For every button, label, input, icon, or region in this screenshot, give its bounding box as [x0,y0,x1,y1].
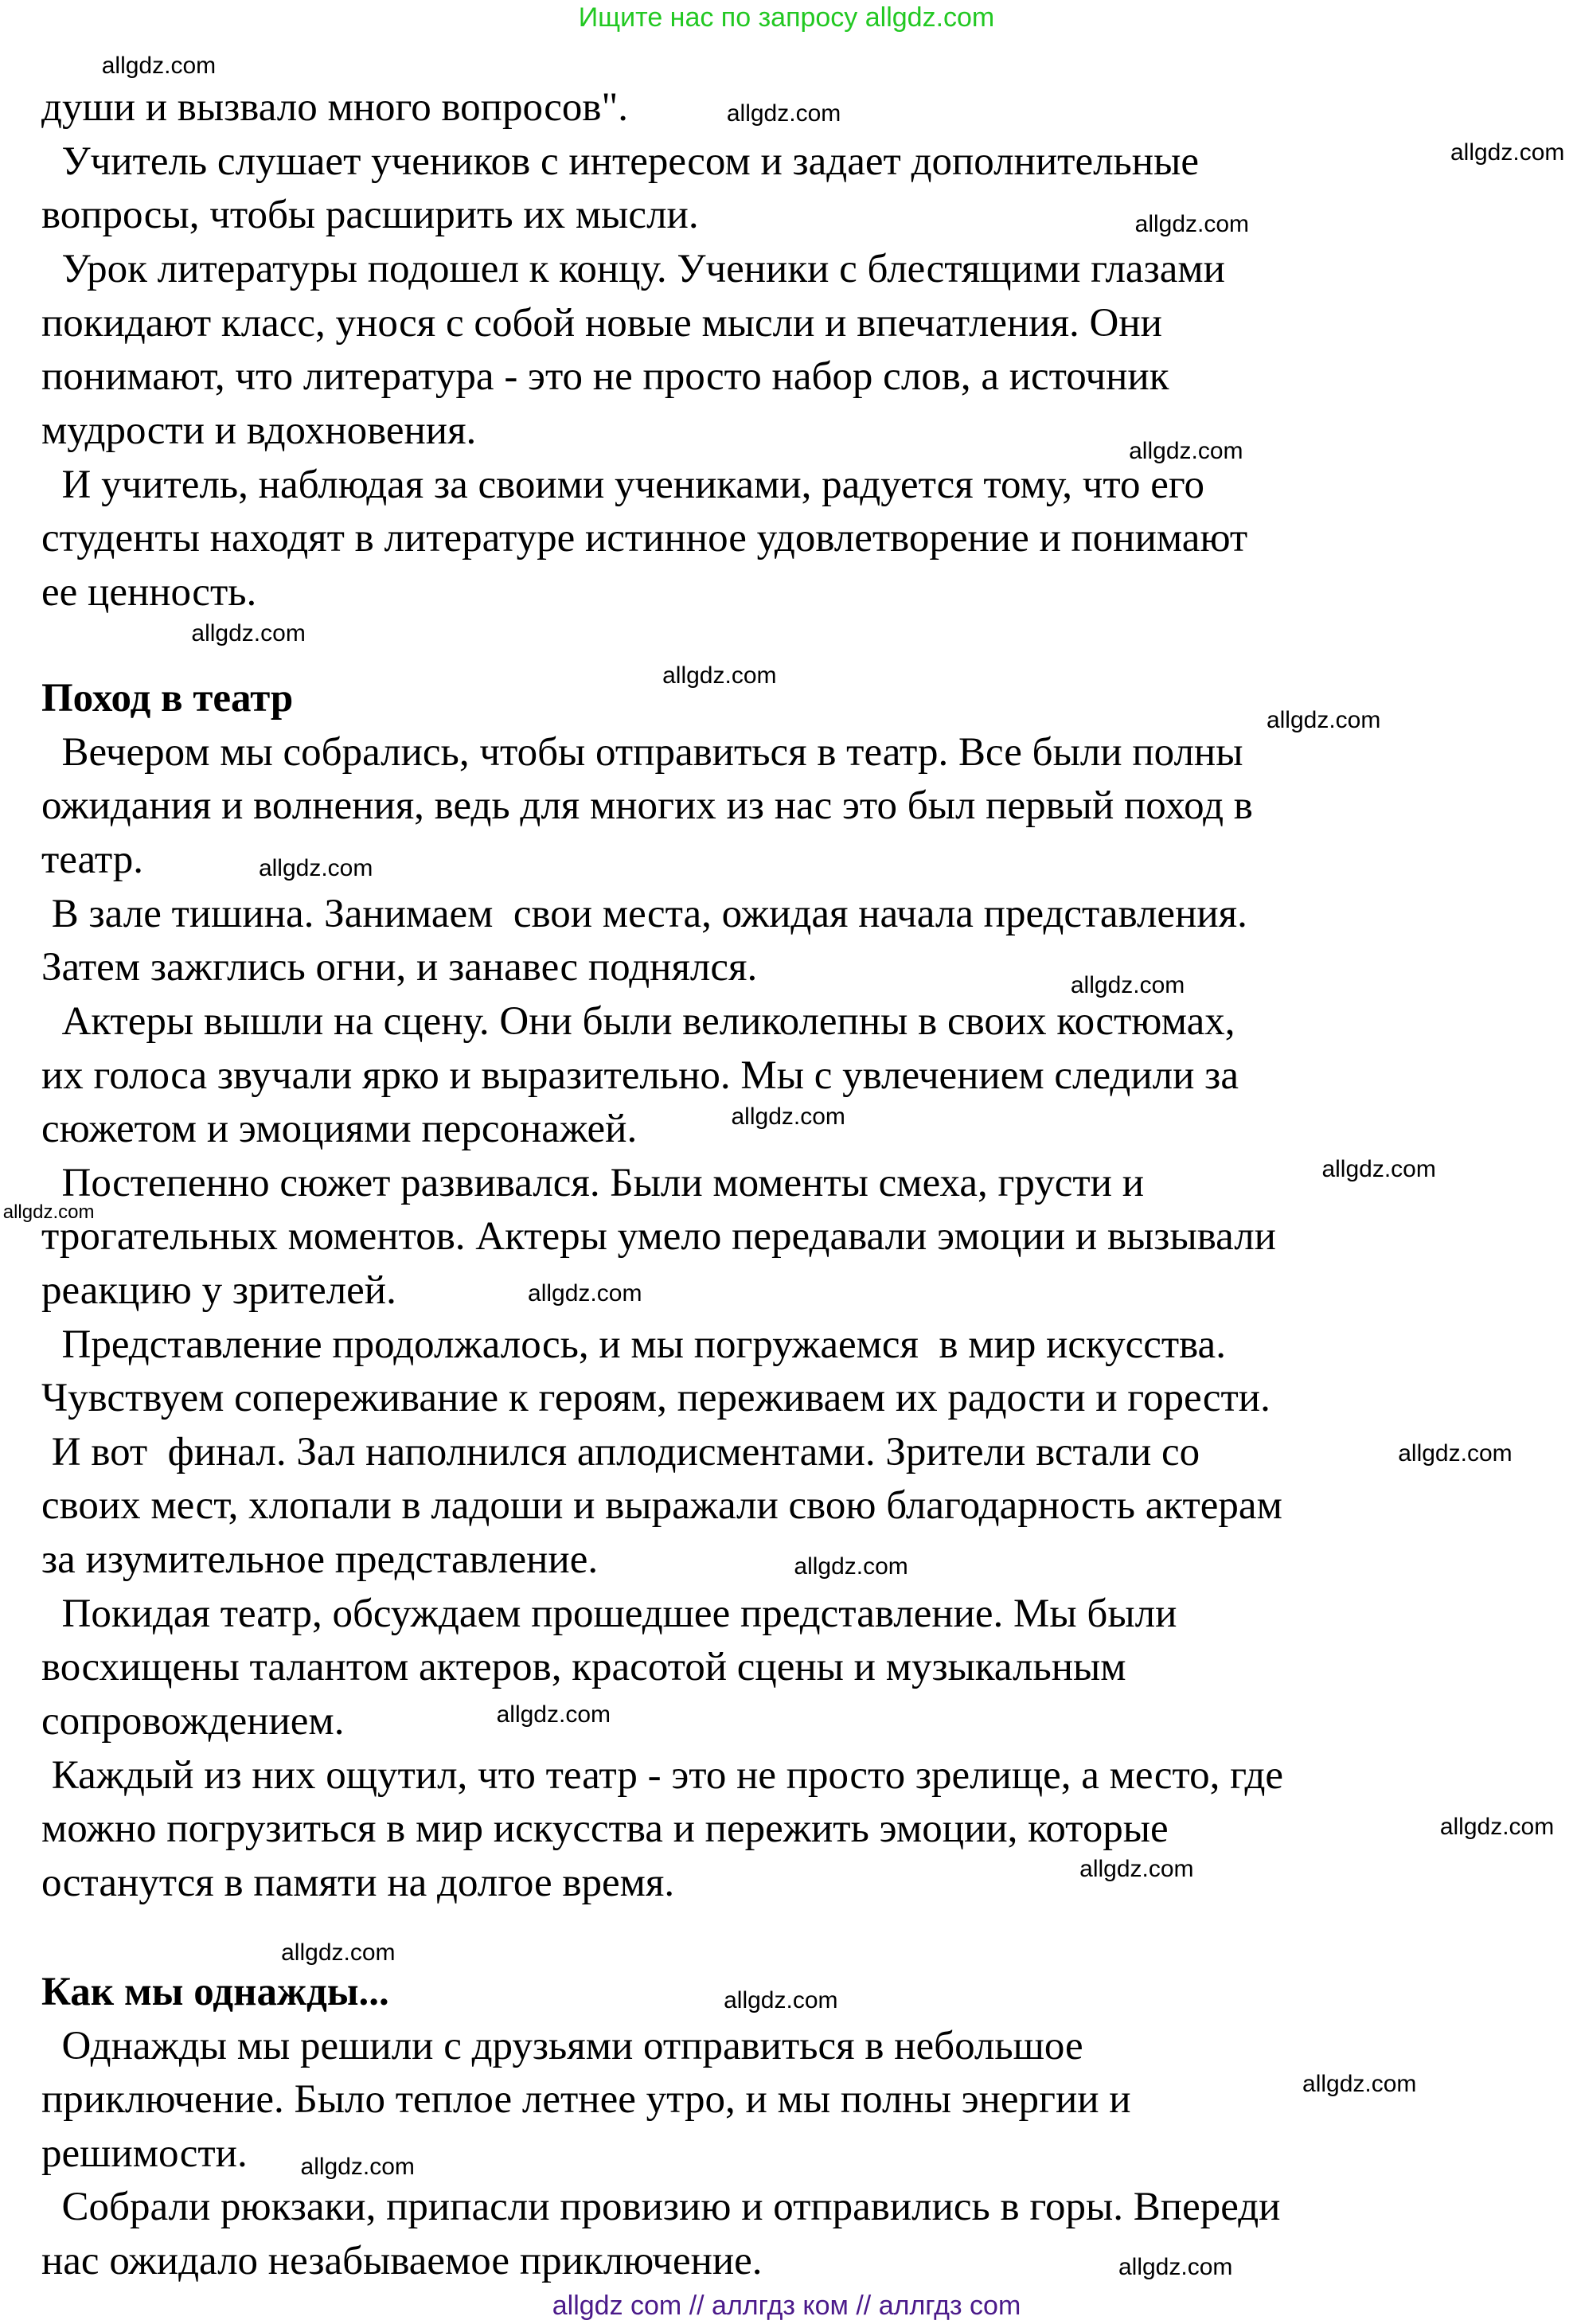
text-line: восхищены талантом актеров, красотой сцены и музыкальным [41,1645,1126,1690]
watermark-text: allgdz.com [1266,707,1381,734]
text-line: Урок литературы подошел к концу. Ученики с блестящими глазами [41,247,1225,292]
text-line: Представление продолжалось, и мы погружаемся в мир искусства. [41,1322,1226,1367]
text-line: останутся в памяти на долгое время. [41,1860,675,1905]
watermark-text: allgdz.com [101,52,217,79]
text-line: своих мест, хлопали в ладоши и выражали свою благодарность актерам [41,1483,1282,1529]
text-line: Каждый из них ощутил, что театр - это не просто зрелище, а место, где [41,1752,1284,1798]
text-line: нас ожидало незабываемое приключение. [41,2239,763,2284]
watermark-text: allgdz.com [1439,1814,1555,1841]
watermark-text: allgdz.com [1398,1439,1512,1467]
top-banner: Ищите нас по запросу allgdz.com [578,2,995,33]
text-line: Собрали рюкзаки, припасли провизию и отправились в горы. Впереди [41,2185,1281,2230]
text-line: Вечером мы собрались, чтобы отправиться в театр. Все были полны [41,729,1243,775]
text-line: Чувствуем сопереживание к героям, переживаем их радости и горести. [41,1376,1270,1421]
text-line: И вот финал. Зал наполнился аплодисментами. Зрители встали со [41,1429,1200,1474]
text-line: души и вызвало много вопросов". [41,85,629,131]
text-line: ожидания и волнения, ведь для многих из нас это был первый поход в [41,783,1253,829]
text-line: Затем зажглись огни, и занавес поднялся. [41,945,758,990]
text-line: Актеры вышли на сцену. Они были великолепны в своих костюмах, [41,998,1235,1044]
watermark-text: allgdz.com [1118,2253,1233,2280]
watermark-text: allgdz.com [1450,139,1565,166]
watermark-text: allgdz.com [258,855,373,882]
text-line: покидают класс, унося с собой новые мысли и впечатления. Они [41,300,1162,346]
text-line: трогательных моментов. Актеры умело передавали эмоции и вызывали [41,1214,1276,1260]
text-line: ее ценность. [41,569,257,615]
text-line: мудрости и вдохновения. [41,408,477,453]
text-line: решимости. [41,2131,248,2176]
section-heading: Поход в театр [41,676,294,721]
text-line: приключение. Было теплое летнее утро, и мы полны энергии и [41,2077,1131,2123]
watermark-text: allgdz.com [1070,971,1185,998]
watermark-text: allgdz.com [731,1103,845,1131]
section-heading: Как мы однажды... [41,1969,389,2014]
watermark-text: allgdz.com [300,2153,415,2180]
text-line: реакцию у зрителей. [41,1267,396,1313]
text-line: можно погрузиться в мир искусства и пережить эмоции, которые [41,1806,1169,1852]
text-line: Однажды мы решили с друзьями отправиться в небольшое [41,2023,1083,2068]
text-line: Покидая театр, обсуждаем прошедшее представление. Мы были [41,1591,1177,1636]
text-line: В зале тишина. Занимаем свои места, ожидая начала представления. [41,891,1247,936]
watermark-text: allgdz.com [726,100,841,127]
watermark-text: allgdz.com [496,1701,611,1728]
watermark-text: allgdz.com [1079,1855,1194,1882]
text-line: Постепенно сюжет развивался. Были моменты смеха, грусти и [41,1160,1145,1205]
text-line: И учитель, наблюдая за своими учениками, радуется тому, что его [41,462,1205,507]
watermark-text: allgdz.com [2,1201,95,1224]
text-line: их голоса звучали ярко и выразительно. Мы с увлечением следили за [41,1053,1239,1098]
watermark-text: allgdz.com [528,1279,642,1307]
text-line: театр. [41,838,144,883]
watermark-text: allgdz.com [794,1553,908,1580]
text-line: за изумительное представление. [41,1537,599,1583]
watermark-text: allgdz.com [1302,2071,1417,2098]
watermark-text: allgdz.com [281,1939,396,1967]
watermark-text: allgdz.com [1321,1155,1436,1182]
text-line: понимают, что литература - это не просто набор слов, а источник [41,354,1169,400]
text-line: студенты находят в литературе истинное удовлетворение и понимают [41,516,1248,561]
watermark-text: allgdz.com [724,1987,838,2014]
watermark-text: allgdz.com [662,662,777,689]
watermark-text: allgdz.com [191,620,306,647]
watermark-text: allgdz.com [1129,438,1243,465]
watermark-text: allgdz.com [1134,210,1250,237]
text-line: сопровождением. [41,1698,345,1744]
footer-banner: allgdz com // аллгдз ком // аллгдз com [552,2291,1021,2321]
text-line: вопросы, чтобы расширить их мысли. [41,193,699,238]
text-line: сюжетом и эмоциями персонажей. [41,1107,638,1152]
text-line: Учитель слушает учеников с интересом и задает дополнительные [41,139,1199,184]
